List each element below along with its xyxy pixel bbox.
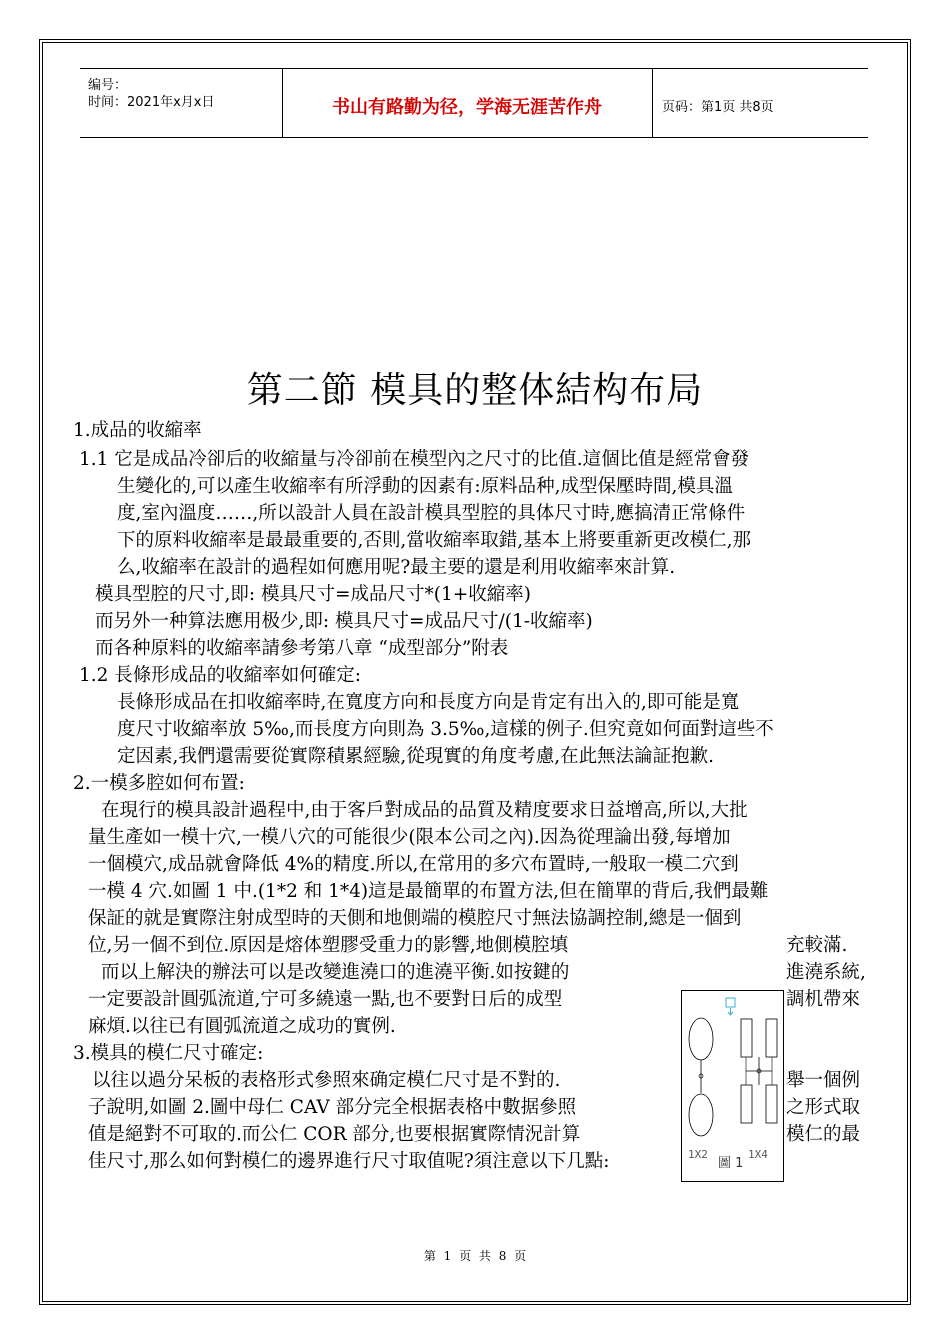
text-line: 舉一個例 <box>786 1070 861 1091</box>
header-meta-cell <box>80 69 283 137</box>
text-line: 一定要設計圓弧流道,宁可多繞遠一點,也不要對日后的成型 <box>88 989 563 1010</box>
time-label: 时间：2021年x月x日 <box>88 95 215 110</box>
text-line: 度尺寸收縮率放 5‰,而長度方向則為 3.5‰,這樣的例子.但究竟如何面對這些不 <box>117 719 774 740</box>
header-motto-cell <box>282 69 653 137</box>
text-line: 而各种原料的收縮率請參考第八章 “成型部分”附表 <box>95 638 509 659</box>
text-line: 1.1 它是成品冷卻后的收縮量与冷卻前在模型內之尺寸的比值.這個比值是經常會發 <box>79 449 750 470</box>
text-line: 調机帶來 <box>786 989 861 1010</box>
text-line: 2.一模多腔如何布置: <box>73 773 245 794</box>
figure-label-1x2: 1X2 <box>688 1148 708 1161</box>
section-title: 第二節 模具的整体結构布局 <box>246 370 704 411</box>
figure-1 <box>681 990 784 1182</box>
figure-caption: 圖 1 <box>718 1156 744 1171</box>
text-line: 位,另一個不到位.原因是熔体塑膠受重力的影響,地側模腔填 <box>88 935 569 956</box>
text-line: 一個模穴,成品就會降低 4%的精度.所以,在常用的多穴布置時,一般取一模二穴到 <box>88 854 739 875</box>
text-line: 在現行的模具設計過程中,由于客戶對成品的品質及精度要求日益增高,所以,大批 <box>101 800 748 821</box>
text-line: 而另外一种算法應用极少,即: 模具尺寸=成品尺寸/(1-收縮率) <box>95 611 593 632</box>
text-line: 充較滿. <box>786 935 848 956</box>
text-line: 一模 4 穴.如圖 1 中.(1*2 和 1*4)這是最簡單的布置方法,但在簡單的背后,我們最難 <box>88 881 769 902</box>
text-line: 子說明,如圖 2.圖中母仁 CAV 部分完全根据表格中數据參照 <box>88 1097 577 1118</box>
text-line: 佳尺寸,那么如何對模仁的邊界進行尺寸取值呢?須注意以下几點: <box>88 1151 610 1172</box>
page-footer: 第 1 页 共 8 页 <box>423 1249 527 1263</box>
text-line: 模具型腔的尺寸,即: 模具尺寸=成品尺寸*(1+收縮率) <box>95 584 531 605</box>
text-line: 生變化的,可以產生收縮率有所浮動的因素有:原料品种,成型保壓時間,模具溫 <box>117 476 733 497</box>
text-line: 進澆系統, <box>786 962 866 983</box>
mold-layout-diagram <box>682 991 783 1181</box>
text-line: 度,室內溫度……,所以設計人員在設計模具型腔的具体尺寸時,應搞清正常條件 <box>117 503 746 524</box>
header-table <box>80 68 868 138</box>
text-line: 3.模具的模仁尺寸確定: <box>73 1043 264 1064</box>
text-line: 保証的就是實際注射成型時的天側和地側端的模腔尺寸無法協調控制,總是一個到 <box>88 908 742 929</box>
text-line: 而以上解決的辦法可以是改變進澆口的進澆平衡.如按鍵的 <box>101 962 570 983</box>
figure-label-1x4: 1X4 <box>748 1148 768 1161</box>
text-line: 么,收縮率在設計的過程如何應用呢?最主要的還是利用收縮率來計算. <box>117 557 676 578</box>
text-line: 以往以過分呆板的表格形式參照來确定模仁尺寸是不對的. <box>92 1070 561 1091</box>
text-line: 量生產如一模十穴,一模八穴的可能很少(限本公司之內).因為從理論出發,每增加 <box>88 827 731 848</box>
text-line: 下的原料收縮率是最最重要的,否則,當收縮率取錯,基本上將要重新更改模仁,那 <box>117 530 752 551</box>
text-line: 1.2 長條形成品的收縮率如何確定: <box>79 665 362 686</box>
text-line: 模仁的最 <box>786 1124 861 1145</box>
text-line: 1.成品的收縮率 <box>73 420 202 441</box>
text-line: 定因素,我們還需要從實際積累經驗,從現實的角度考慮,在此無法論証抱歉. <box>117 746 715 767</box>
page-info: 页码：第1页 共8页 <box>662 100 774 115</box>
header-page-cell <box>652 69 868 137</box>
number-label: 编号： <box>88 78 128 93</box>
motto: 书山有路勤为径，学海无涯苦作舟 <box>332 97 602 118</box>
text-line: 值是絕對不可取的.而公仁 COR 部分,也要根据實際情況計算 <box>88 1124 581 1145</box>
text-line: 長條形成品在扣收縮率時,在寬度方向和長度方向是肯定有出入的,即可能是寬 <box>117 692 740 713</box>
text-line: 麻煩.以往已有圓弧流道之成功的實例. <box>88 1016 396 1037</box>
text-line: 之形式取 <box>786 1097 861 1118</box>
